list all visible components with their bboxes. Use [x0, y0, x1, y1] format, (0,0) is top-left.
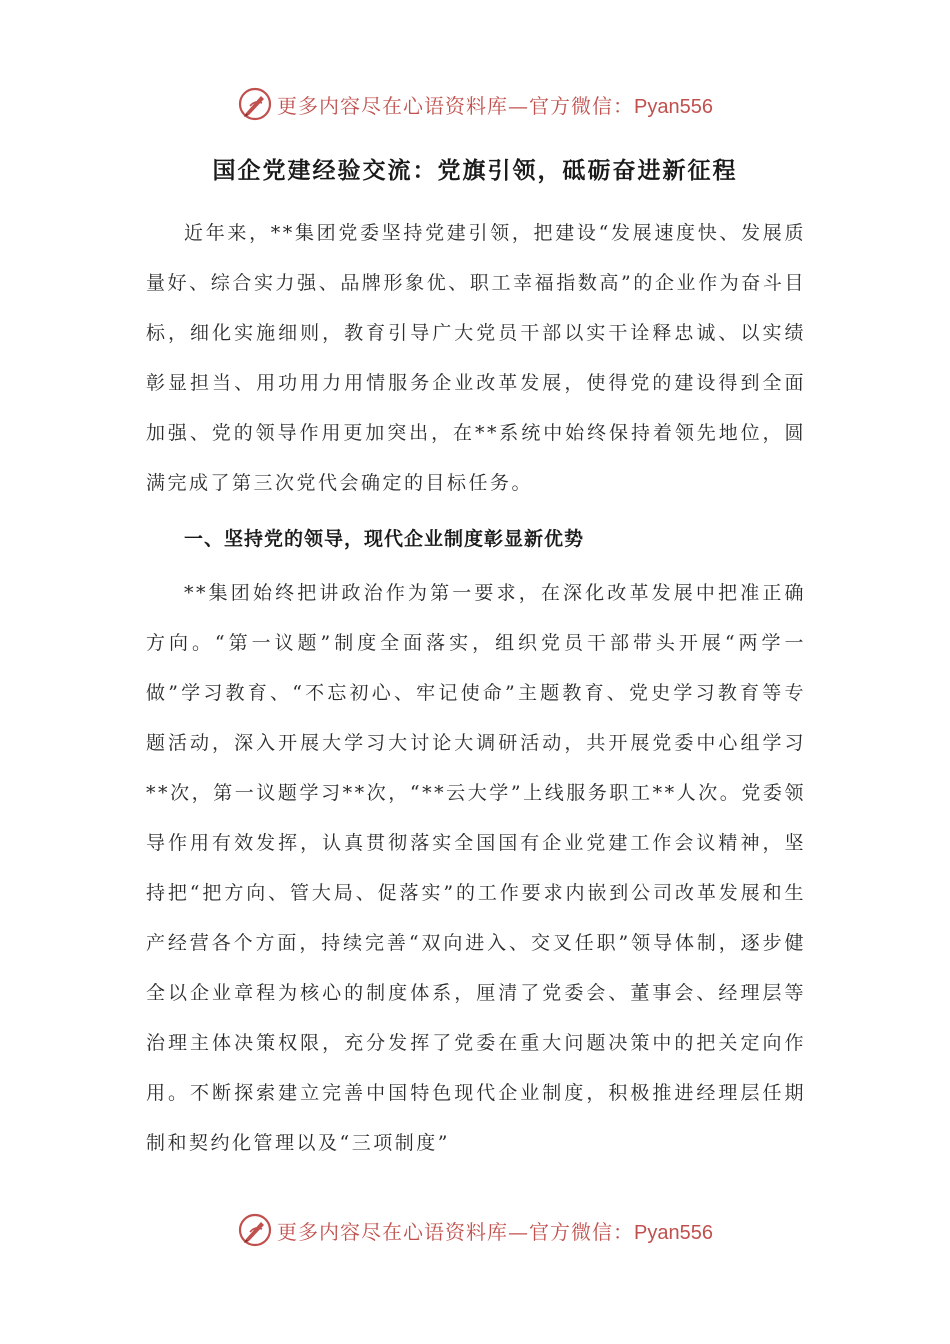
watermark-text: 更多内容尽在心语资料库—官方微信：Pyan556 — [277, 93, 713, 118]
pen-logo-icon — [237, 86, 273, 122]
section-paragraph: **集团始终把讲政治作为第一要求，在深化改革发展中把准正确方向。“第一议题”制度全面落实，组织党员干部带头开展“两学一做”学习教育、“不忘初心、牢记使命”主题教育、党史学习教育等专题活动，深入开展大学习大讨论大调研活动，共开展党委中心组学习**次，第一议题学习**次，“**云大学”上线服务职工**人次。党委领导作用有效发挥，认真贯彻落实全国国有企业党建工作会议精神，坚持把“把方向、管大局、促落实”的工作要求内嵌到公司改革发展和生产经营各个方面，持续完善“双向进入、交叉任职”领导体制，逐步健全以企业章程为核心的制度体系，厘清了党委会、董事会、经理层等治理主体决策权限，充分发挥了党委在重大问题决策中的把关定向作用。不断探索建立完善中国特色现代企业制度，积极推进经理层任期制和契约化管理以及“三项制度” — [146, 582, 806, 1154]
wechat-id: Pyan556 — [634, 95, 713, 118]
wechat-id: Pyan556 — [634, 1221, 713, 1244]
watermark-banner-top — [0, 82, 950, 126]
document-title: 国企党建经验交流：党旗引领，砥砺奋进新征程 — [212, 158, 738, 184]
pen-logo-icon — [237, 1212, 273, 1248]
watermark-banner-bottom — [0, 1208, 950, 1252]
section-heading: 一、坚持党的领导，现代企业制度彰显新优势 — [184, 528, 585, 550]
watermark-text: 更多内容尽在心语资料库—官方微信：Pyan556 — [277, 1219, 713, 1244]
intro-paragraph: 近年来，**集团党委坚持党建引领，把建设“发展速度快、发展质量好、综合实力强、品牌形象优、职工幸福指数高”的企业作为奋斗目标，细化实施细则，教育引导广大党员干部以实干诠释忠诚、以实绩彰显担当、用功用力用情服务企业改革发展，使得党的建设得到全面加强、党的领导作用更加突出，在**系统中始终保持着领先地位，圆满完成了第三次党代会确定的目标任务。 — [146, 222, 806, 494]
document-body — [146, 208, 806, 1168]
